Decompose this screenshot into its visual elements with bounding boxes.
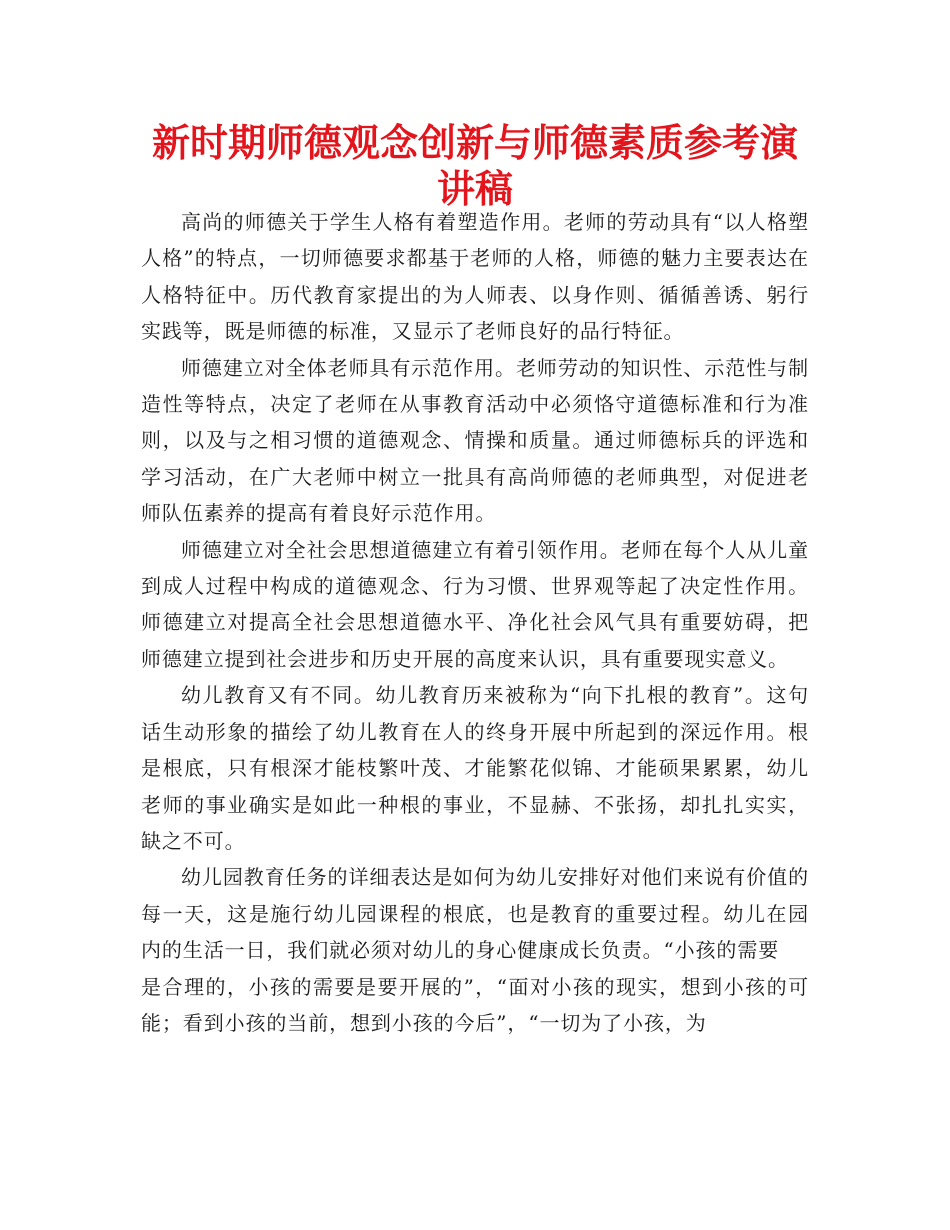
paragraph-5: 幼儿园教育任务的详细表达是如何为幼儿安排好对他们来说有价值的每一天，这是施行幼儿园课程的根底，也是教育的重要过程。幼儿在园内的生活一日，我们就必须对幼儿的身心健康成长负责。“小孩的需要	[141, 865, 809, 963]
paragraph-3: 师德建立对全社会思想道德建立有着引领作用。老师在每个人从儿童到成人过程中构成的道德观念、行为习惯、世界观等起了决定性作用。师德建立对提高全社会思想道德水平、净化社会风气具有重要妨碍，把师德建立提到社会进步和历史开展的高度来认识，具有重要现实意义。	[141, 537, 809, 671]
document-body	[141, 204, 809, 1041]
paragraph-4: 幼儿教育又有不同。幼儿教育历来被称为“向下扎根的教育”。这句话生动形象的描绘了幼儿教育在人的终身开展中所起到的深远作用。根是根底，只有根深才能枝繁叶茂、才能繁花似锦、才能硕果累累，幼儿老师的事业确实是如此一种根的事业，不显赫、不张扬，却扎扎实实，缺之不可。	[141, 683, 809, 853]
paragraph-2: 师德建立对全体老师具有示范作用。老师劳动的知识性、示范性与制造性等特点，决定了老师在从事教育活动中必须恪守道德标准和行为准则，以及与之相习惯的道德观念、情操和质量。通过师德标兵的评选和学习活动，在广大老师中树立一批具有高尚师德的老师典型，对促进老师队伍素养的提高有着良好示范作用。	[141, 355, 809, 526]
document-title: 新时期师德观念创新与师德素质参考演讲稿	[151, 121, 798, 211]
paragraph-5-continuation: 是合理的，小孩的需要是要开展的”，“面对小孩的现实，想到小孩的可能；看到小孩的当前，想到小孩的今后”，“一切为了小孩，为	[141, 974, 809, 1035]
paragraph-1: 高尚的师德关于学生人格有着塑造作用。老师的劳动具有“以人格塑人格”的特点，一切师德要求都基于老师的人格，师德的魅力主要表达在人格特征中。历代教育家提出的为人师表、以身作则、循循善诱、躬行实践等，既是师德的标准，又显示了老师良好的品行特征。	[141, 210, 809, 344]
